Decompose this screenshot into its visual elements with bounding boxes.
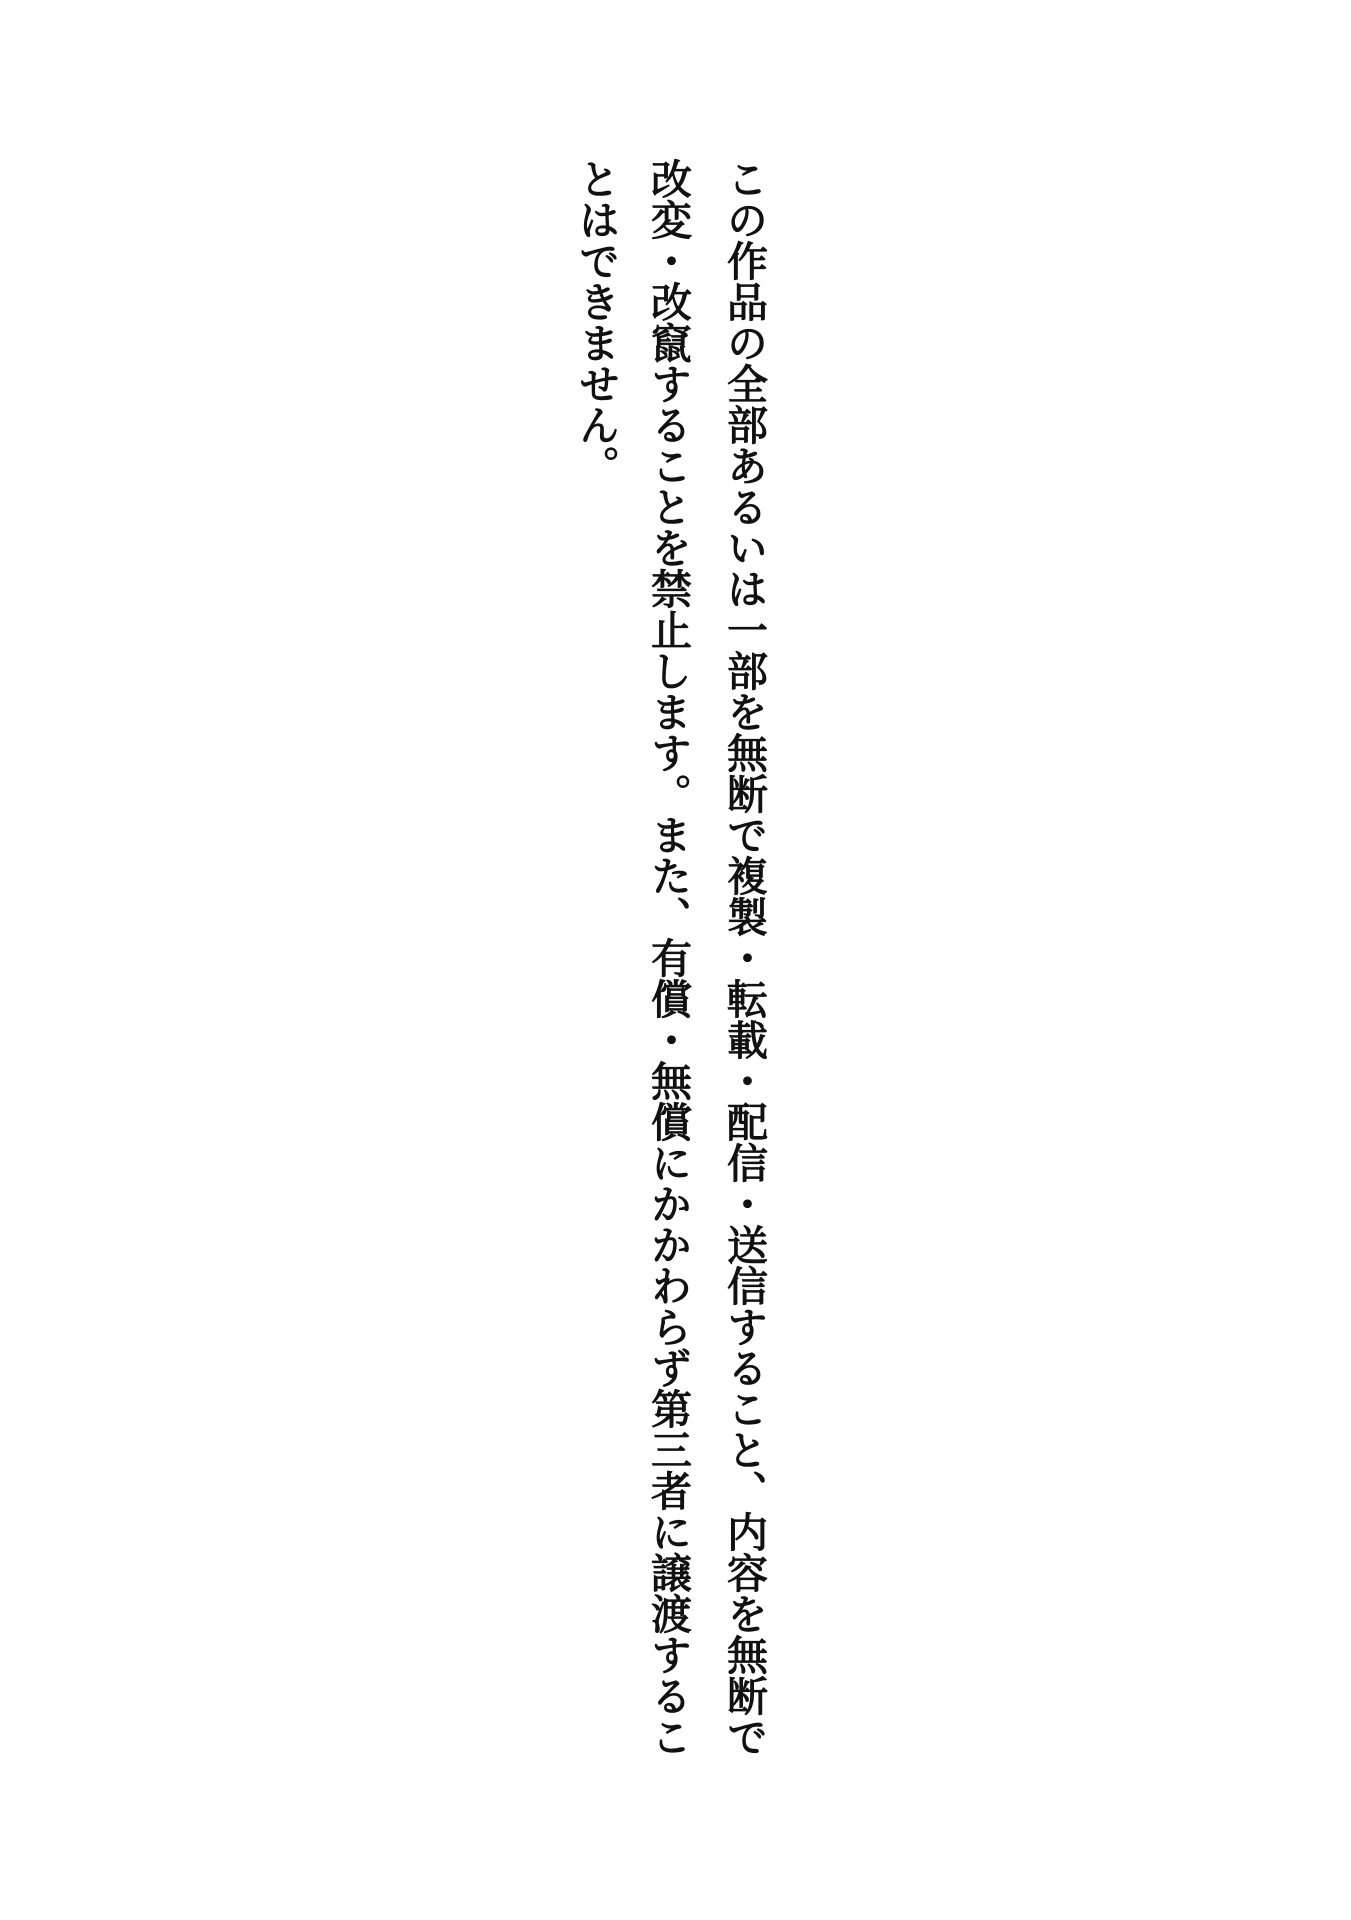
notice-column-3: とはできません。 bbox=[573, 158, 619, 486]
notice-column-2: 改変・改竄することを禁止します。また、有償・無償にかかわらず第三者に譲渡するこ bbox=[645, 158, 691, 1757]
notice-column-1: この作品の全部あるいは一部を無断で複製・転載・配信・送信すること、内容を無断で bbox=[721, 158, 767, 1757]
